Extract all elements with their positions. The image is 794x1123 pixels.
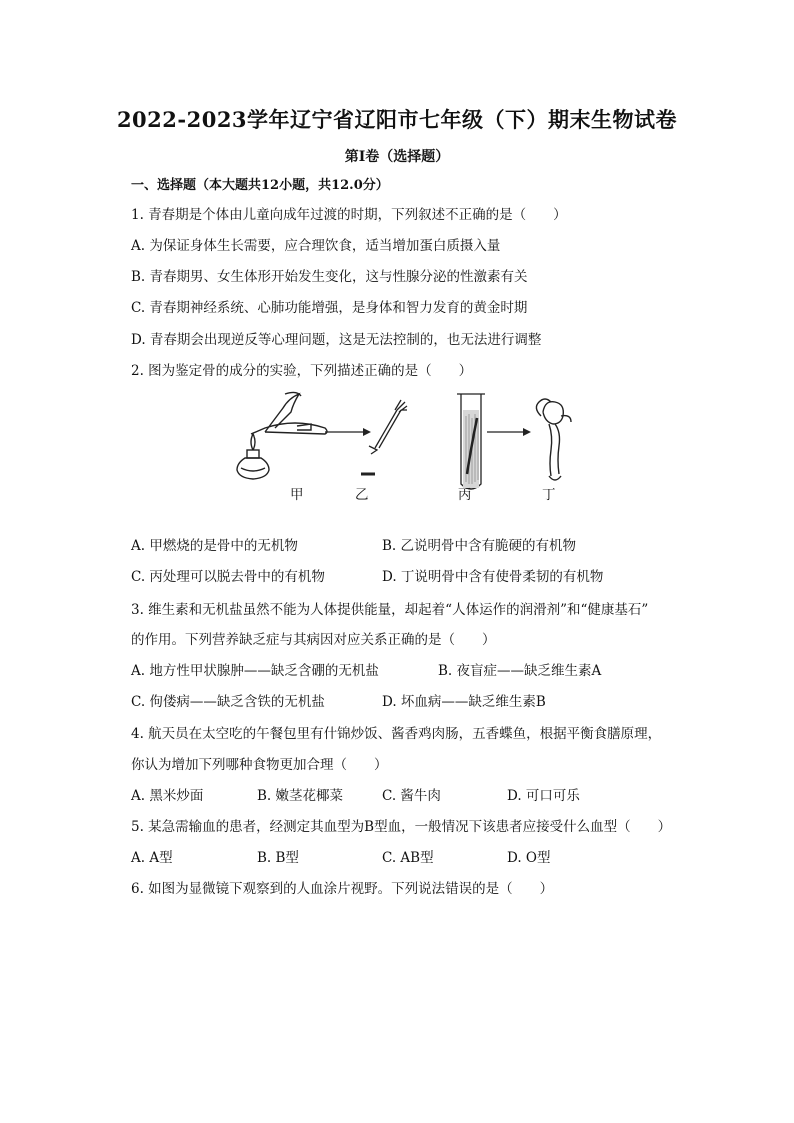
question-2-stem: 2. 图为鉴定骨的成分的实验，下列描述正确的是（ ） — [131, 363, 473, 379]
figure-label-jia: 甲 — [290, 487, 304, 503]
question-4-stem-line-2: 你认为增加下列哪种食物更加合理（ ） — [131, 757, 388, 773]
question-2-option-d: D. 丁说明骨中含有使骨柔韧的有机物 — [382, 569, 604, 585]
question-2-option-b: B. 乙说明骨中含有脆硬的有机物 — [382, 538, 577, 554]
exam-title: 2022-2023学年辽宁省辽阳市七年级（下）期末生物试卷 — [116, 107, 678, 132]
question-1-option-c: C. 青春期神经系统、心肺功能增强，是身体和智力发育的黄金时期 — [131, 300, 528, 316]
question-1-stem: 1. 青春期是个体由儿童向成年过渡的时期，下列叙述不正确的是（ ） — [131, 207, 567, 223]
question-3-option-a: A. 地方性甲状腺肿——缺乏含硼的无机盐 — [131, 663, 379, 679]
question-1-option-b: B. 青春期男、女生体形开始发生变化，这与性腺分泌的性激素有关 — [131, 269, 528, 285]
question-1-option-d: D. 青春期会出现逆反等心理问题，这是无法控制的，也无法进行调整 — [131, 332, 542, 348]
question-5-option-d: D. O型 — [507, 850, 551, 866]
question-1-option-a: A. 为保证身体生长需要，应合理饮食，适当增加蛋白质摄入量 — [131, 238, 501, 254]
question-4-stem-line-1: 4. 航天员在太空吃的午餐包里有什锦炒饭、酱香鸡肉肠，五香蝶鱼，根据平衡食膳原理， — [131, 726, 662, 742]
figure-label-ding: 丁 — [542, 487, 556, 503]
part-heading: 第Ⅰ卷（选择题） — [344, 149, 450, 165]
figure-label-bing: 丙 — [458, 487, 472, 503]
question-3-stem-line-2: 的作用。下列营养缺乏症与其病因对应关系正确的是（ ） — [131, 632, 496, 648]
arrow-2-head — [523, 428, 531, 436]
question-4-option-c: C. 酱牛肉 — [382, 788, 441, 804]
knotted-bone — [536, 399, 571, 480]
burnt-bone — [361, 400, 407, 474]
section-heading: 一、选择题（本大题共12小题，共12.0分） — [131, 178, 389, 193]
alcohol-lamp-with-tweezers — [237, 392, 327, 479]
question-4-option-d: D. 可口可乐 — [507, 788, 580, 804]
question-6-stem: 6. 如图为显微镜下观察到的人血涂片视野。下列说法错误的是（ ） — [131, 881, 554, 897]
question-5-stem: 5. 某急需输血的患者，经测定其血型为B型血，一般情况下该患者应接受什么血型（ ） — [131, 819, 672, 835]
test-tube-with-bone — [457, 394, 485, 489]
question-3-option-b: B. 夜盲症——缺乏维生素A — [438, 663, 602, 679]
figure-label-yi: 乙 — [355, 487, 369, 503]
arrow-1-head — [363, 428, 371, 436]
question-3-option-c: C. 佝偻病——缺乏含铁的无机盐 — [131, 694, 325, 710]
question-4-option-b: B. 嫩茎花椰菜 — [257, 788, 344, 804]
question-5-option-b: B. B型 — [257, 850, 299, 866]
question-5-option-c: C. AB型 — [382, 850, 434, 866]
question-4-option-a: A. 黑米炒面 — [131, 788, 204, 804]
bone-experiment-figure — [225, 388, 585, 506]
question-2-option-c: C. 丙处理可以脱去骨中的有机物 — [131, 569, 325, 585]
question-2-option-a: A. 甲燃烧的是骨中的无机物 — [131, 538, 298, 554]
question-3-option-d: D. 坏血病——缺乏维生素B — [382, 694, 546, 710]
question-5-option-a: A. A型 — [131, 850, 173, 866]
question-3-stem-line-1: 3. 维生素和无机盐虽然不能为人体提供能量，却起着“人体运作的润滑剂”和“健康基石” — [131, 602, 649, 618]
